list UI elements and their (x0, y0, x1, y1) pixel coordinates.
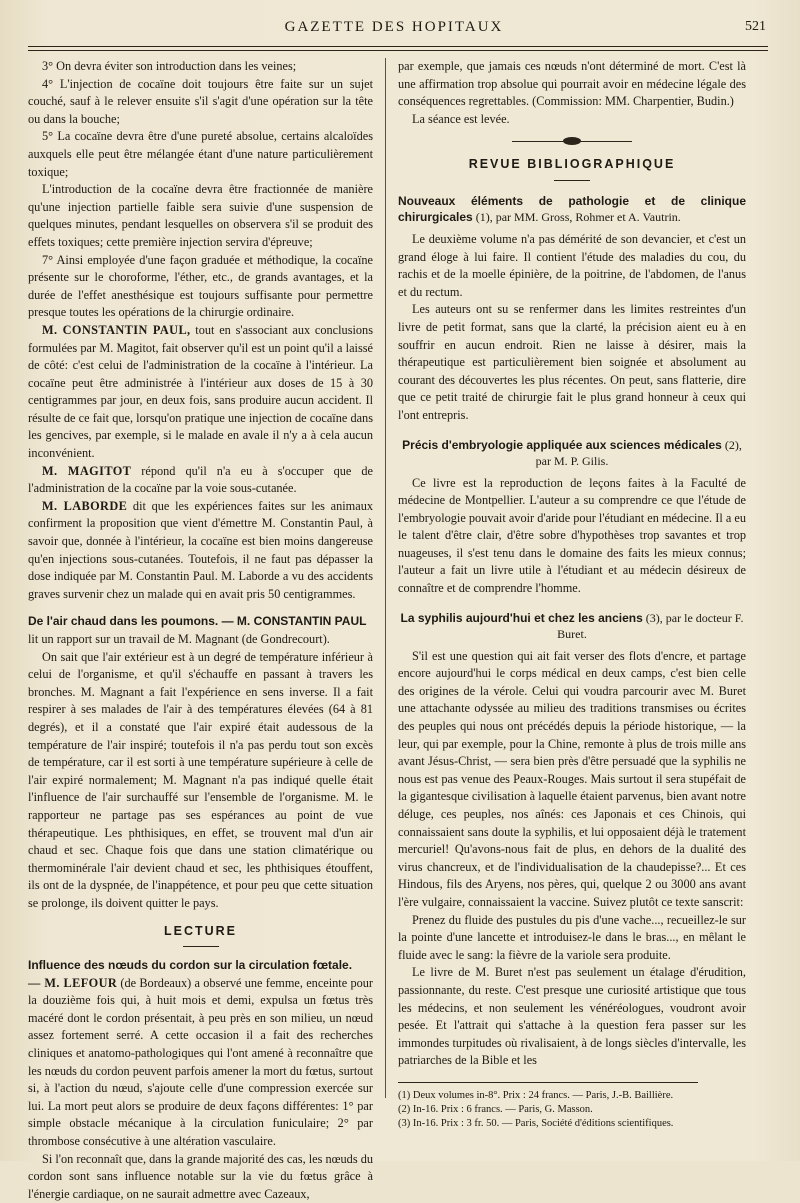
paragraph: lit un rapport sur un travail de M. Magnant (de Gondrecourt). (28, 632, 330, 646)
page-number: 521 (745, 19, 766, 34)
paragraph-text: (de Bordeaux) a observé une femme, enceinte pour la douzième fois qui, à huit mois et demi, expulsa un fœtus très macéré dont le cordon présentait, à peu près en son milieu, un nœud assez fortement serré. A cette occasion il a fait des recherches cliniques et anatomo-pathologiques qui l'ont amené à reconnaître que les nœuds du cordon peuvent parfois amener la mort du fœtus, surtout si, à l'action du nœud, s'ajoute celle d'une compression exercée sur lui. La mort peut alors se produire de deux façons différentes: 1° par simple obstacle mécanique à la circulation funiculaire; 2° par thrombose consécutive à une altération vasculaire. (28, 975, 373, 1149)
book-authors: (3), par le docteur F. Buret. (557, 610, 744, 641)
paragraph: Le deuxième volume n'a pas démérité de son devancier, et c'est un grand éloge à lui faire. Il contient l'étude des maladies du cou, du rachis et de la moelle épinière, de la poitrine, de l'abdomen, de l'anus et du rectum. (398, 231, 746, 299)
journal-title: GAZETTE DES HOPITAUX (284, 19, 504, 35)
right-column (398, 58, 746, 1131)
paragraph: 4° L'injection de cocaïne doit toujours être faite sur un sujet couché, sauf à le relever ensuite s'il s'agit d'une opération sur la tête ou dans la bouche; (28, 76, 373, 126)
book-authors: (1), par MM. Gross, Rohmer et A. Vautrin. (472, 209, 681, 224)
book-title-text: Précis d'embryologie appliquée aux sciences médicales (402, 437, 722, 452)
review-heading: REVUE BIBLIOGRAPHIQUE (468, 157, 676, 172)
book-title (398, 610, 746, 642)
paragraph: Si l'on reconnaît que, dans la grande majorité des cas, les nœuds du cordon sont sans influence notable sur la vie du fœtus grâce à l'énergie cardiaque, on ne saurait admettre avec Cazeaux, (28, 1151, 373, 1201)
paragraph: par exemple, que jamais ces nœuds n'ont déterminé de mort. C'est là une affirmation trop absolue qui pourrait avoir en médecine légale des conséquences regrettables. (Commission: MM. Charpentier, Budin.) (398, 59, 746, 109)
paragraph: 3° On devra éviter son introduction dans les veines; (42, 59, 297, 73)
paragraph-text: répond qu'il n'a eu à s'occuper que de l'administration de la cocaïne par la voie sous-cutanée. (28, 463, 374, 496)
speaker-name: M. CONSTANTIN PAUL, (42, 322, 191, 337)
page-header (22, 16, 766, 40)
section-title: De l'air chaud dans les poumons. — M. CONSTANTIN PAUL (28, 614, 367, 629)
paragraph: La séance est levée. (412, 111, 510, 126)
paragraph: S'il est une question qui ait fait verser des flots d'encre, et partage encore aujourd'hui le corps médical en deux camps, c'est bien celle des origines de la vérole. Celui qui voudra parcourir avec M. Buret une attachante odyssée au milieu des traditions transmises ou écrites des peuples qui nous ont précédés depuis la période historique, — la leur, qui par exemple, pour la Chine, remonte à plus de trois mille ans avant Jésus-Christ, — sera bien près d'être persuadé que la syphilis ne nous est pas venue des Peaux-Rouges. Mais surtout il sera stupéfait de la gigantesque civilisation à laquelle étaient parvenus, bien avant notre déluge, ces peuples, nos aînés: ces Japonais et ces Chinois, qui connaissaient sans doute la syphilis, et lui opposaient déjà le tratement mercuriel! Qu'avons-nous fait de plus, en dehors de la dualité des virus chancreux, et de l'individualisation de la chaudepisse?... Et ces Hindous, fils des Aryens, nos pères, qui, quelque 2 ou 3000 ans avant l'ère vulgaire, connaissaient la vaccine. Suivez plutôt ce texte sanscrit: (398, 648, 746, 909)
column-divider (385, 58, 386, 1098)
book-title-text: Nouveaux éléments de pathologie et de clinique chirurgicales (398, 193, 746, 224)
paragraph: Les auteurs ont su se renfermer dans les limites restreintes d'un livre de petit format, sans que la clarté, la précision aient eu à en souffrir en aucun endroit. Rien ne laisse à désirer, mais la thérapeutique est particulièrement bien soignée et absolument au courant des découvertes les plus récentes. On peut, sans flatterie, dire que ce petit traité de chirurgie fait le plus grand honneur à ceux qui l'ont entrepris. (398, 302, 746, 422)
paragraph: Le livre de M. Buret n'est pas seulement un étalage d'érudition, passionnante, du reste. C'est presque une curiosité artistique que tous les médecins, et non seulement les vénéréologues, voudront avoir pesée. Et l'attrait qui s'attache à la question fera passer sur les immondes turpitudes où rivalisaient, à de longs siècles d'intervalle, les patriarches de la Bible et les (398, 965, 746, 1068)
speaker-name: M. LABORDE (42, 498, 128, 513)
lecture-heading: LECTURE (163, 923, 238, 938)
book-title (398, 193, 746, 225)
paragraph: 5° La cocaïne devra être d'une pureté absolue, certains alcaloïdes auxquels elle peut être mélangée étant d'une nature particulièrement toxique; (28, 129, 373, 179)
section-title: Influence des nœuds du cordon sur la circulation fœtale. (28, 958, 353, 973)
left-column (28, 58, 373, 1203)
speaker-name: M. MAGITOT (42, 463, 132, 478)
footnote: (3) In-16. Prix : 3 fr. 50. — Paris, Société d'éditions scientifiques. (398, 1117, 674, 1129)
paragraph: L'introduction de la cocaïne devra être fractionnée de manière qu'une injection partielle faible sera suivie d'une suspension de quelques minutes, pendant lesquelles on observera s'il se produit des effets toxiques; cette première injection servira d'épreuve; (28, 182, 373, 249)
book-authors: (2), par M. P. Gilis. (535, 437, 742, 468)
book-title (398, 437, 746, 469)
paragraph: Prenez du fluide des pustules du pis d'une vache..., recueillez-le sur la pointe d'une lancette et introduisez-le dans le bras..., en mêlant le fluide avec le sang: la fièvre de la variole sera produite. (398, 912, 746, 962)
speaker-name: — M. LEFOUR (28, 975, 118, 990)
paragraph: Ce livre est la reproduction de leçons faites à la Faculté de médecine de Montpellier. L'auteur a su comprendre ce que l'étude de l'embryologie pouvait avoir d'aride pour l'étudiant en médecine. Il a eu le talent d'être clair, d'être sobre d'hypothèses trop savantes et trop nuageuses, il s'est tenu dans le domaine des faits les mieux connus; l'auteur a fait un livre utile à l'étudiant et au médecin désireux de connaître et de comprendre l'homme. (398, 475, 746, 596)
paragraph (28, 498, 373, 604)
heading-rule (183, 946, 219, 947)
paragraph (28, 463, 373, 498)
footnote: (2) In-16. Prix : 6 francs. — Paris, G. Masson. (398, 1103, 593, 1115)
paragraph (28, 975, 373, 1151)
paragraph: On sait que l'air extérieur est à un degré de température inférieur à celui de l'organisme, et qu'il s'échauffe en passant à travers les bronches. M. Magnant a fait l'expérience en sens inverse. Il a fait respirer à ses malades de l'air à des températures élevées (64 à 81 degrés), et il a constaté que l'air expiré était audessous de la température de l'air inspiré; toutefois il n'a pas perdu tout son excès de température, car il est sorti à une température supérieure à celle de l'air expiré normalement; M. Magnant n'a pas indiqué quelle était l'influence de l'air surchauffé sur l'ensemble de l'organisme. M. le rapporteur ne partage pas ses espérances au point de vue thérapeutique. Les phthisiques, en effet, se trouvent mal d'un air chaud et sec. Chaque fois que dans une station climatérique ou thermominérale l'air devient chaud et sec, les phthisiques étouffent, ils ont de la dyspnée, de l'inappétence, et pour peu que cette situation se prolonge, ils doivent quitter le pays. (28, 649, 373, 910)
paragraph: 7° Ainsi employée d'une façon graduée et méthodique, la cocaïne présente sur le choroforme, l'éther, etc., de grands avantages, et la durée de l'effet anesthésique est toujours suffisante pour permettre presque toutes les opérations de la chirurgie ordinaire. (28, 252, 373, 320)
paragraph-text: dit que les expériences faites sur les animaux confirment la proposition que vient d'émettre M. Constantin Paul, à savoir que, donnée à l'intérieur, la cocaïne est bien moins dangereuse qu'en injections sous-cutanées. Toutefois, il ne faut pas dépasser la dose indiquée par M. Constantin Paul. M. Laborde a vu des accidents graves survenir chez un malade qui en avait pris 50 centigrammes. (28, 498, 373, 601)
footnote: (1) Deux volumes in-8°. Prix : 24 francs. — Paris, J.-B. Baillière. (398, 1089, 674, 1101)
book-title-text: La syphilis aujourd'hui et chez les anciens (400, 610, 643, 625)
footnote-rule (398, 1082, 698, 1083)
ornament-rule (512, 136, 632, 146)
header-rule (28, 46, 768, 51)
paragraph-text: tout en s'associant aux conclusions formulées par M. Magitot, fait observer qu'il est un point qu'il a laissé de côté: c'est celui de l'administration de la cocaïne à l'intérieur. La cocaïne peut être administrée à l'intérieur aux doses de 15 à 30 centigrammes par jour, en deux fois, sans produire aucun accident. Il résulte de ce fait que, lorsqu'on pratique une injection de cocaïne dans les gencives, par exemple, si le malade en avale il n'y a à cela aucun inconvénient. (28, 322, 373, 461)
paragraph (28, 322, 373, 463)
heading-rule (554, 180, 590, 181)
ornament-dot (563, 137, 581, 145)
